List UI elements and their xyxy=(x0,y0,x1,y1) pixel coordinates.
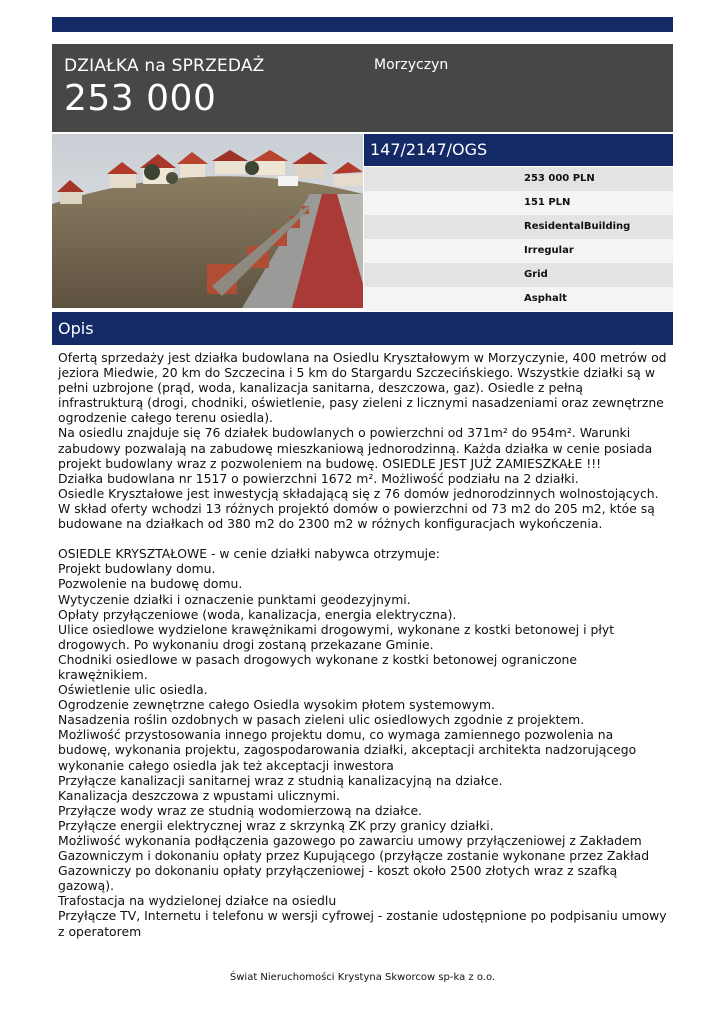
detail-value: 151 PLN xyxy=(524,197,571,208)
description-heading: Opis xyxy=(58,319,94,338)
detail-row-purpose xyxy=(364,215,673,239)
agency-footer: Świat Nieruchomości Krystyna Skworcow sp-ka z o.o. xyxy=(229,972,496,983)
included-item: Trafostacja na wydzielonej działce na osiedlu xyxy=(58,893,337,909)
included-item: Możliwość przystosowania innego projektu domu, co wymaga zamiennego pozwolenia na budowę, wykonania projektu, zagospodarowania działki, akceptacji architekta nadzorującego wykonanie całego osiedla jak też akceptacji inwestora xyxy=(58,727,637,773)
detail-value: Asphalt xyxy=(524,293,567,304)
detail-value: ResidentalBuilding xyxy=(524,221,631,232)
included-item: Kanalizacja deszczowa z wpustami ulicznymi. xyxy=(58,787,341,803)
detail-value: Irregular xyxy=(524,245,574,256)
paragraph-spacer xyxy=(58,531,670,546)
detail-row-price-per-m2 xyxy=(364,191,673,215)
included-item: Ulice osiedlowe wydzielone krawężnikami drogowymi, wykonane z kostki betonowej i płyt drogowych. Po wykonaniu drogi zostaną przekazane Gminie. xyxy=(58,621,615,652)
top-accent-bar xyxy=(52,17,673,32)
included-item: Przyłącze energii elektrycznej wraz z skrzynką ZK przy granicy działki. xyxy=(58,817,494,833)
included-item: Przyłącze wody wraz ze studnią wodomierzową na działce. xyxy=(58,802,423,818)
detail-row-utilities xyxy=(364,263,673,287)
property-photo[interactable] xyxy=(52,134,363,308)
included-item: Wytyczenie działki i oznaczenie punktami geodezyjnymi. xyxy=(58,591,411,607)
description-paragraph: Na osiedlu znajduje się 76 działek budowlanych o powierzchni od 371m² do 954m². Warunki zabudowy pozwalają na zabudowę mieszkaniową jednorodzinną. Każda działka w cenie posiada projekt budowlany wraz z pozwoleniem na budowę. OSIEDLE JEST JUŻ ZAMIESZKAŁE !!! xyxy=(58,425,653,471)
description-paragraph: Działka budowlana nr 1517 o powierzchni 1672 m². Możliwość podziału na 2 działki. xyxy=(58,470,579,486)
listing-price: 253 000 xyxy=(64,78,217,119)
detail-row-shape xyxy=(364,239,673,263)
description-paragraph: Osiedle Kryształowe jest inwestycją składającą się z 76 domów jednorodzinnych wolnostojących. W skład oferty wchodzi 13 różnych projektó domów o powierzchni od 73 m2 do 205 m2, któe są budowane na działkach od 380 m2 do 2300 m2 w różnych konfiguracjach wykończenia. xyxy=(58,485,659,532)
details-table xyxy=(364,167,673,311)
description-heading-bar xyxy=(52,312,673,345)
included-item: Ogrodzenie zewnętrzne całego Osiedla wysokim płotem systemowym. xyxy=(58,697,495,713)
included-item: Możliwość wykonania podłączenia gazowego po zawarciu umowy przyłączeniowej z Zakładem Gazowniczym i dokonaniu opłaty przez Kupującego (przyłącze zostanie wykonane przez Zakład Gazowniczy po dokonaniu opłaty przyłączeniowej - koszt około 2500 złotych wraz z szafką gazową). xyxy=(58,833,650,894)
included-item: Nasadzenia roślin ozdobnych w pasach zieleni ulic osiedlowych zgodnie z projektem. xyxy=(58,712,585,728)
listing-reference: 147/2147/OGS xyxy=(370,140,488,159)
included-list-heading: OSIEDLE KRYSZTAŁOWE - w cenie działki nabywca otrzymuje: xyxy=(58,546,440,562)
description-paragraph: Ofertą sprzedaży jest działka budowlana na Osiedlu Kryształowym w Morzyczynie, 400 metrów od jeziora Miedwie, 20 km do Szczecina i 5 km do Stargardu Szczecińskiego. Wszystkie działki są w pełni uzbrojone (prąd, woda, kanalizacja sanitarna, deszczowa, gaz). Osiedle z pełną infrastrukturą (drogi, chodniki, oświetlenie, pasy zieleni z licznymi nasadzeniami oraz zewnętrzne ogrodzenie całego terenu osiedla). xyxy=(58,350,667,426)
reference-bar xyxy=(364,134,673,166)
detail-row-price xyxy=(364,167,673,191)
detail-row-access-road xyxy=(364,287,673,311)
included-item: Pozwolenie na budowę domu. xyxy=(58,576,243,592)
detail-value: 253 000 PLN xyxy=(524,173,595,184)
included-item: Przyłącze TV, Internetu i telefonu w wersji cyfrowej - zostanie udostępnione po podpisaniu umowy z operatorem xyxy=(58,908,667,939)
included-item: Opłaty przyłączeniowe (woda, kanalizacja, energia elektryczna). xyxy=(58,606,457,622)
included-item: Chodniki osiedlowe w pasach drogowych wykonane z kostki betonowej ograniczone krawężnikiem. xyxy=(58,651,578,682)
listing-city: Morzyczyn xyxy=(374,57,449,73)
listing-type: DZIAŁKA na SPRZEDAŻ xyxy=(64,56,265,76)
included-item: Oświetlenie ulic osiedla. xyxy=(58,682,208,698)
description-body xyxy=(58,350,670,939)
included-item: Projekt budowlany domu. xyxy=(58,561,216,577)
listing-header xyxy=(52,44,673,132)
included-item: Przyłącze kanalizacji sanitarnej wraz z studnią kanalizacyjną na działce. xyxy=(58,772,503,788)
detail-value: Grid xyxy=(524,269,548,280)
